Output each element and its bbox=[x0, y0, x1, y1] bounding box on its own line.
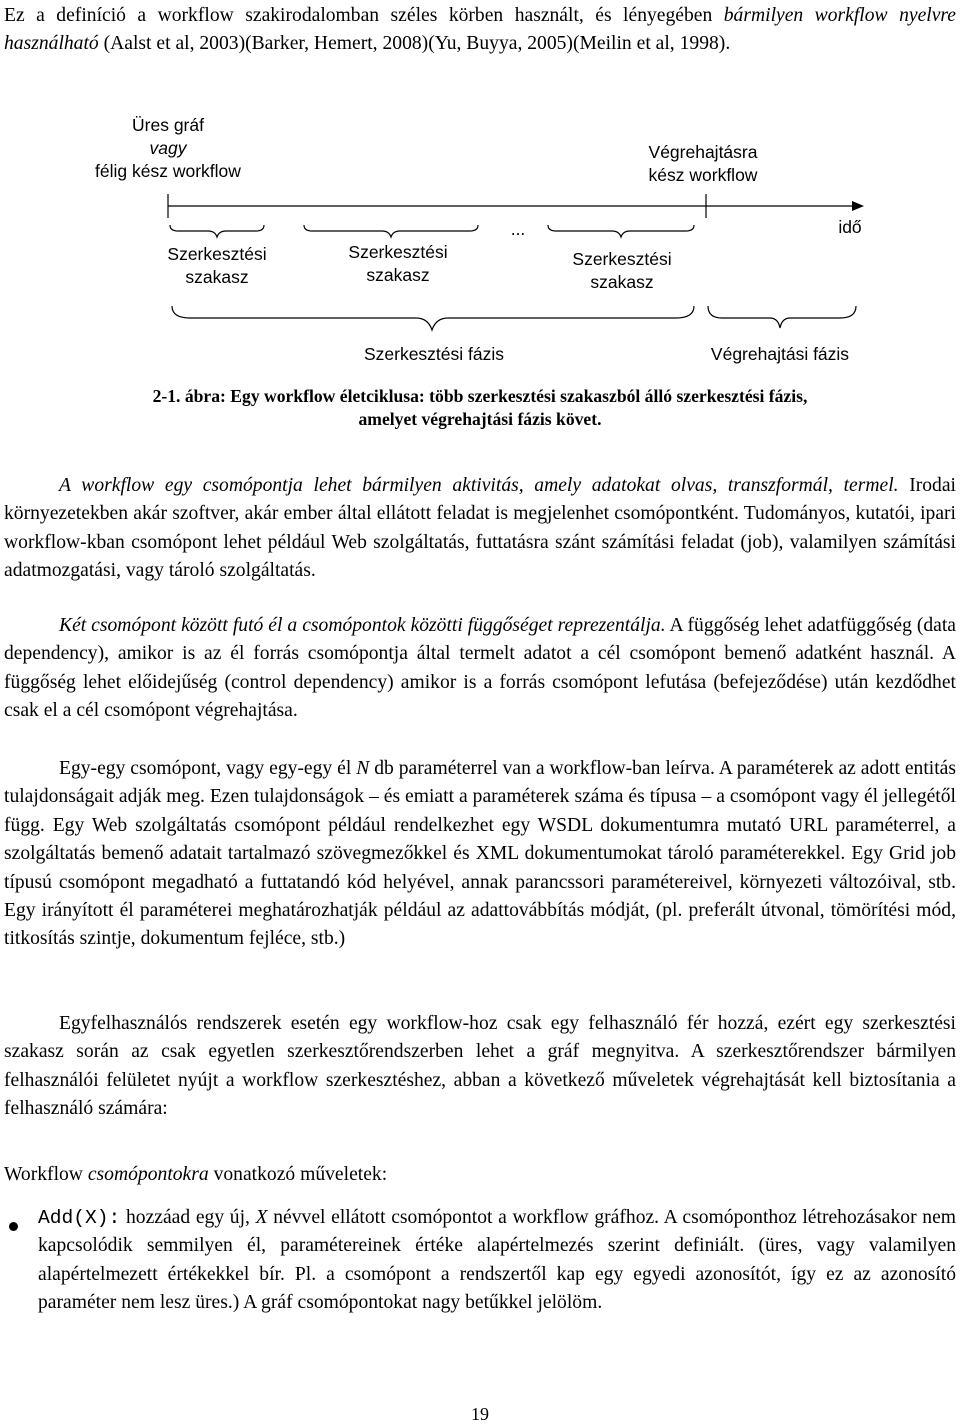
segment-label-1-line2: szakasz bbox=[185, 267, 249, 287]
paragraph-edges-text: A függőség lehet adatfüggőség (data dependency), amikor is az él forrás csomópontja által termelt adatot a cél csomópont bemenő adatként használ. A függőség lehet előidejűség (control dependency) amikor is a forrás csomópont lefutása (befejeződése) után kezdődhet csak el a cél csomópont végrehajtása. bbox=[4, 615, 957, 722]
paragraph-parameters bbox=[4, 755, 956, 954]
segment-label-1 bbox=[117, 243, 317, 289]
edit-phase-brace bbox=[172, 306, 694, 330]
segment-brace-3 bbox=[548, 225, 694, 237]
operations-heading-italic: csomópontokra bbox=[87, 1164, 209, 1185]
end-label-line1: Végrehajtásra bbox=[648, 142, 758, 162]
edit-phase-label: Szerkesztési fázis bbox=[363, 344, 505, 364]
figure-caption-line1: 2-1. ábra: Egy workflow életciklusa: több szerkesztési szakaszból álló szerkesztési fázis, bbox=[152, 386, 808, 406]
exec-phase-label: Végrehajtási fázis bbox=[710, 344, 850, 364]
segment-label-3 bbox=[522, 248, 722, 294]
paragraph-nodes-text: Irodai környezetekben akár szoftver, akár ember által ellátott feladat is megjelenhet csomópontként. Tudományos, kutatói, ipari workflow-kban csomópont lehet például Web szolgáltatás, futtatásra szánt számítási feladat (job), valamilyen számítási adatmozgatási, vagy tároló szolgáltatás. bbox=[4, 475, 956, 582]
operations-heading-before: Workflow bbox=[4, 1164, 88, 1185]
workflow-lifecycle-figure bbox=[0, 110, 960, 370]
ellipsis-label: ... bbox=[510, 219, 526, 239]
paragraph-parameters-after: db paraméterrel van a workflow-ban leírva. A paraméterek az adott entitás tulajdonságait adják meg. Ezen tulajdonságok – és emiatt a paraméterek száma és típusa – a csomópont vagy él jellegétől függ. Egy Web szolgáltatás csomópont például rendelkezhet egy WSDL dokumentumra mutató URL paraméterrel, a szolgáltatás bemenő adatait tartalmazó szövegmezőkkel és XML dokumentumokat tároló paraméterekkel. Egy Grid job típusú csomópont megadható a futtatandó kód helyével, annak parancssori paramétereivel, környezeti változóival, stb. Egy irányított él paraméterei meghatározhatják például az adattovábbítás módját, (pl. preferált útvonal, tömörítési mód, titkosítás szintje, dokumentum fejléce, stb.) bbox=[4, 758, 957, 950]
figure-caption-line2: amelyet végrehajtási fázis követ. bbox=[358, 409, 602, 429]
operations-heading bbox=[4, 1161, 956, 1189]
bullet-add-after: névvel ellátott csomópontot a workflow gráfhoz. A csomóponthoz létrehozásakor nem kapcsolódik semmilyen él, paramétereinek értéke alapértelmezés szerint definiált. (üres, vagy valamilyen alapértelmezett értékekkel bír. Pl. a csomópont a rendszertől kap egy egyedi azonosítót, így ez az azonosító paraméter nem lesz üres.) A gráf csomópontokat nagy betűkkel jelölöm. bbox=[38, 1207, 957, 1314]
paragraph-parameters-italic: N bbox=[356, 758, 370, 779]
segment-label-1-line1: Szerkesztési bbox=[167, 244, 267, 264]
intro-paragraph bbox=[4, 2, 956, 59]
figure-caption bbox=[0, 385, 960, 431]
segment-label-2-line1: Szerkesztési bbox=[348, 242, 448, 262]
end-label bbox=[603, 141, 803, 187]
paragraph-nodes-italic: A workflow egy csomópontja lehet bármilyen aktivitás, amely adatokat olvas, transzformál, termel. bbox=[59, 475, 899, 496]
bullet-add-before: hozzáad egy új, bbox=[120, 1207, 256, 1228]
exec-phase-brace bbox=[708, 306, 856, 328]
bullet-add-italic: X bbox=[255, 1207, 268, 1228]
segment-label-2-line2: szakasz bbox=[366, 265, 430, 285]
paragraph-single-user bbox=[4, 1010, 956, 1124]
bullet-add-operation bbox=[38, 1204, 956, 1318]
paragraph-single-user-text: Egyfelhasználós rendszerek esetén egy workflow-hoz csak egy felhasználó fér hozzá, ezért egy szerkesztési szakasz során az csak egyetlen szerkesztőrendszerben lehet a gráf megnyitva. A szerkesztőrendszer bármilyen felhasználói felületet nyújt a workflow szerkesztéshez, abban a következő műveletek végrehajtását kell biztosítania a felhasználó számára: bbox=[4, 1013, 956, 1120]
paragraph-edges bbox=[4, 612, 956, 726]
paragraph-nodes bbox=[4, 472, 956, 586]
start-label bbox=[68, 114, 268, 183]
timeline-arrowhead bbox=[852, 201, 864, 211]
intro-text-italic: bármilyen workflow nyelvre használható bbox=[4, 5, 957, 55]
page-number: 19 bbox=[471, 1404, 489, 1424]
start-label-line2: vagy bbox=[149, 138, 187, 158]
start-label-line1: Üres gráf bbox=[132, 115, 204, 135]
paragraph-edges-italic: Két csomópont között futó él a csomópontok közötti függőséget reprezentálja. bbox=[59, 615, 666, 636]
end-label-line2: kész workflow bbox=[648, 165, 758, 185]
segment-brace-2 bbox=[304, 225, 478, 237]
intro-text-before: Ez a definíció a workflow szakirodalomban széles körben használt, és lényegében bbox=[4, 5, 724, 26]
segment-label-2 bbox=[298, 241, 498, 287]
segment-label-3-line2: szakasz bbox=[590, 272, 654, 292]
start-label-line3: félig kész workflow bbox=[95, 161, 241, 181]
bullet-add-code: Add(X): bbox=[38, 1207, 121, 1229]
segment-brace-1 bbox=[170, 225, 264, 237]
paragraph-parameters-before: Egy-egy csomópont, vagy egy-egy él bbox=[59, 758, 357, 779]
bullet-icon bbox=[9, 1222, 18, 1231]
intro-text-after: (Aalst et al, 2003)(Barker, Hemert, 2008)(Yu, Buyya, 2005)(Meilin et al, 1998). bbox=[98, 33, 731, 55]
operations-heading-after: vonatkozó műveletek: bbox=[208, 1164, 388, 1185]
segment-label-3-line1: Szerkesztési bbox=[572, 249, 672, 269]
time-label: idő bbox=[838, 217, 862, 237]
